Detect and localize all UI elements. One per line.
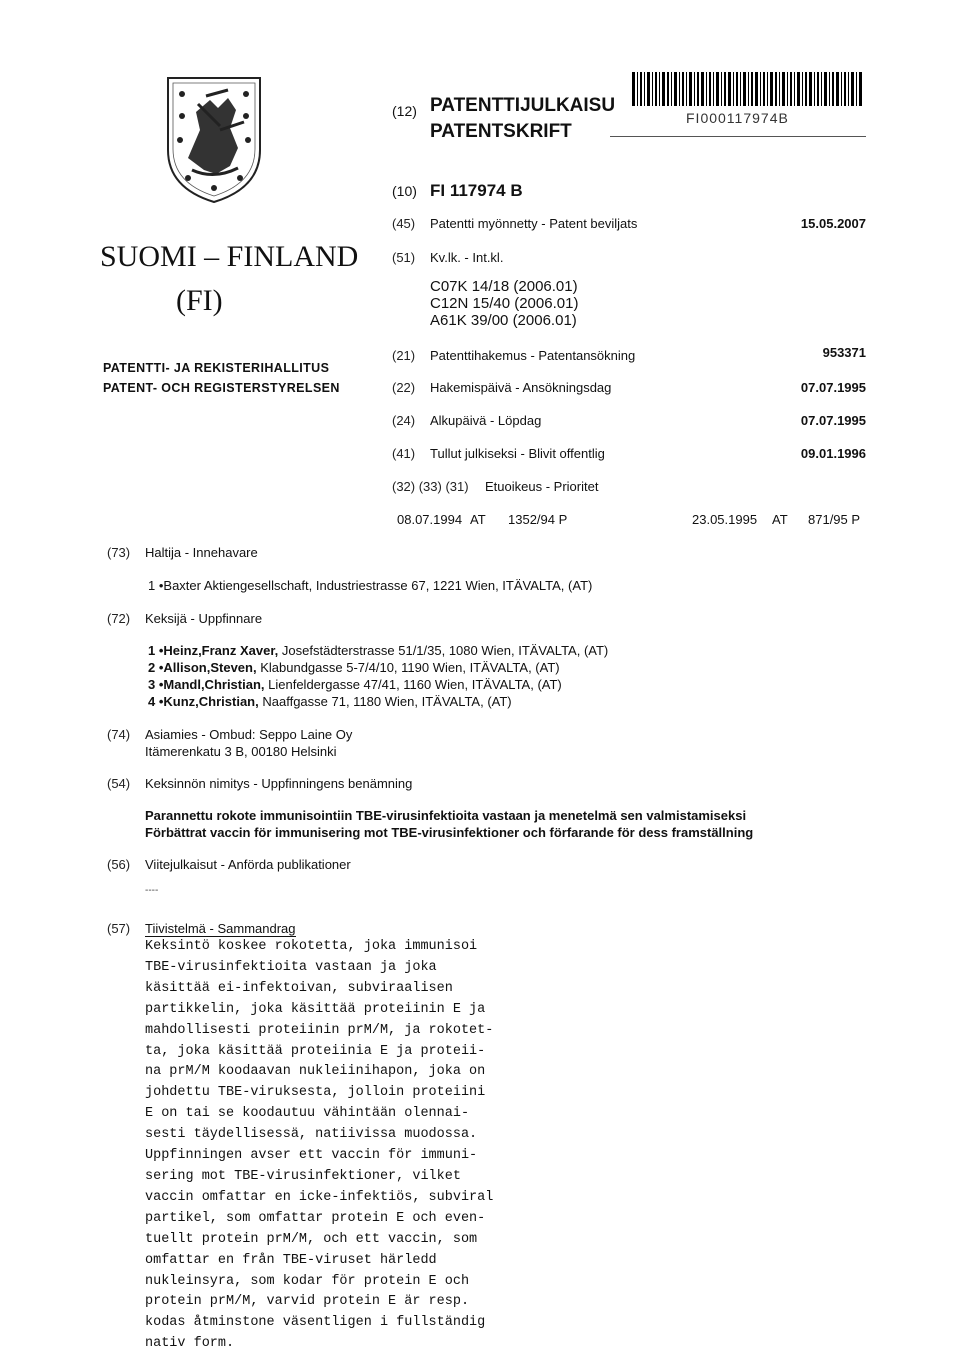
abstract-line: E on tai se koodautuu vähintään olennai-: [145, 1106, 470, 1122]
inid-24: (24): [392, 413, 416, 428]
inventors-label: Keksijä - Uppfinnare: [145, 611, 263, 626]
inid-56: (56): [107, 857, 131, 872]
published-label: Tullut julkiseksi - Blivit offentlig: [430, 446, 605, 461]
abstract-line: vaccin omfattar en icke-infektiös, subviral: [145, 1189, 494, 1205]
priority-number: 1352/94 P: [508, 512, 568, 527]
abstract-line: mahdollisesti proteiinin prM/M, ja rokotet-: [145, 1022, 494, 1038]
application-number: 953371: [822, 345, 866, 360]
inventor-address: Naaffgasse 71, 1180 Wien, ITÄVALTA, (AT): [262, 694, 512, 709]
inid-22: (22): [392, 380, 416, 395]
classification-label: Kv.lk. - Int.kl.: [430, 250, 504, 265]
inid-12: (12): [392, 103, 417, 119]
doc-title-sv: PATENTSKRIFT: [430, 121, 572, 142]
holder-entry: 1 •Baxter Aktiengesellschaft, Industriestrasse 67, 1221 Wien, ITÄVALTA, (AT): [148, 578, 593, 593]
abstract-line: tuellt protein prM/M, och ett vaccin, som: [145, 1231, 478, 1247]
abstract-line: ta, joka käsittää proteiinia E ja proteii-: [145, 1043, 486, 1059]
inventor-name: 4 •Kunz,Christian,: [148, 694, 259, 709]
abstract-line: käsittää ei-infektoivan, subviraalisen: [145, 980, 453, 996]
inventor-address: Klabundgasse 5-7/4/10, 1190 Wien, ITÄVALTA, (AT): [260, 660, 560, 675]
classification-line: C12N 15/40 (2006.01): [430, 295, 579, 312]
abstract-line: omfattar en från TBE-viruset härledd: [145, 1252, 437, 1268]
priority-date: 23.05.1995: [692, 512, 758, 527]
inventor-address: Josefstädterstrasse 51/1/35, 1080 Wien, ITÄVALTA, (AT): [281, 643, 609, 658]
abstract-body: [145, 937, 493, 1355]
abstract-line: partikkelin, joka käsittää proteiinin E ja: [145, 1001, 486, 1017]
application-label: Patenttihakemus - Patentansökning: [430, 348, 636, 363]
inid-10: (10): [392, 183, 417, 199]
inventor-entry: [148, 677, 562, 692]
inventor-name: 3 •Mandl,Christian,: [148, 677, 265, 692]
inid-32-33-31: (32) (33) (31): [392, 479, 469, 494]
invention-title-sv: Förbättrat vaccin för immunisering mot TBE-virusinfektioner och förfarande för dess framställning: [145, 825, 754, 840]
classification-line: C07K 14/18 (2006.01): [430, 278, 578, 295]
filing-date-label: Hakemispäivä - Ansökningsdag: [430, 380, 612, 395]
priority-country: AT: [772, 512, 788, 527]
classification-line: A61K 39/00 (2006.01): [430, 312, 577, 329]
filing-date: 07.07.1995: [800, 380, 866, 395]
start-date: 07.07.1995: [800, 413, 866, 428]
abstract-line: protein prM/M, varvid protein E är resp.: [145, 1294, 470, 1310]
abstract-line: nukleinsyra, som kodar för protein E och: [145, 1273, 470, 1289]
inid-51: (51): [392, 250, 416, 265]
inid-73: (73): [107, 545, 131, 560]
inid-54: (54): [107, 776, 131, 791]
published-date: 09.01.1996: [800, 446, 866, 461]
inventor-address: Lienfeldergasse 47/41, 1160 Wien, ITÄVALTA, (AT): [268, 677, 562, 692]
title-label: Keksinnön nimitys - Uppfinningens benämning: [145, 776, 413, 791]
priority-label: Etuoikeus - Prioritet: [485, 479, 599, 494]
holder-label: Haltija - Innehavare: [145, 545, 258, 560]
priority-country: AT: [470, 512, 486, 527]
inventor-name: 2 •Allison,Steven,: [148, 660, 257, 675]
abstract-label: Tiivistelmä - Sammandrag: [145, 921, 296, 936]
inid-74: (74): [107, 727, 131, 742]
inventor-name: 1 •Heinz,Franz Xaver,: [148, 643, 279, 658]
country-code: (FI): [176, 284, 223, 317]
office-name-sv: PATENT- OCH REGISTERSTYRELSEN: [103, 381, 340, 395]
abstract-line: TBE-virusinfektioita vastaan ja joka: [145, 959, 437, 975]
invention-title-fi: Parannettu rokote immunisointiin TBE-virusinfektioita vastaan ja menetelmä sen valmistamiseksi: [145, 808, 747, 823]
abstract-line: nativ form.: [145, 1336, 235, 1352]
abstract-line: partikel, som omfattar protein E och even-: [145, 1210, 486, 1226]
abstract-line: kodas åtminstone väsentligen i fullständig: [145, 1315, 486, 1331]
inid-57: (57): [107, 921, 131, 936]
start-date-label: Alkupäivä - Löpdag: [430, 413, 542, 428]
abstract-line: johdettu TBE-viruksesta, jolloin proteiini: [145, 1085, 486, 1101]
inventor-entry: [148, 694, 512, 709]
inid-41: (41): [392, 446, 416, 461]
inid-21: (21): [392, 348, 416, 363]
barcode: [632, 72, 864, 106]
agent-address: Itämerenkatu 3 B, 00180 Helsinki: [145, 744, 337, 759]
agent-label: Asiamies - Ombud: Seppo Laine Oy: [145, 727, 353, 742]
abstract-line: Keksintö koskee rokotetta, joka immunisoi: [145, 939, 478, 954]
doc-title-fi: PATENTTIJULKAISU: [430, 95, 616, 116]
priority-date: 08.07.1994: [397, 512, 463, 527]
priority-number: 871/95 P: [808, 512, 861, 527]
abstract-line: sering mot TBE-virusinfektioner, vilket: [145, 1168, 461, 1184]
abstract-line: Uppfinningen avser ett vaccin för immuni-: [145, 1148, 478, 1164]
office-name-fi: PATENTTI- JA REKISTERIHALLITUS: [103, 361, 330, 375]
inid-45: (45): [392, 216, 416, 231]
abstract-line: na prM/M koodaavan nukleiinihapon, joka on: [145, 1064, 486, 1080]
references-label: Viitejulkaisut - Anförda publikationer: [145, 857, 351, 872]
granted-date: 15.05.2007: [800, 216, 866, 231]
coat-of-arms-logo: [158, 70, 270, 208]
abstract-line: sesti täydellisessä, natiivissa muodossa.: [145, 1127, 478, 1143]
country-name: SUOMI – FINLAND: [100, 240, 359, 273]
references-value: ----: [145, 885, 159, 896]
inventor-entry: [148, 660, 560, 675]
header-rule: [610, 136, 866, 137]
granted-label: Patentti myönnetty - Patent beviljats: [430, 216, 638, 231]
inventor-entry: [148, 643, 608, 658]
publication-number: FI 117974 B: [430, 181, 523, 200]
inid-72: (72): [107, 611, 131, 626]
barcode-number: FI000117974B: [686, 110, 789, 126]
